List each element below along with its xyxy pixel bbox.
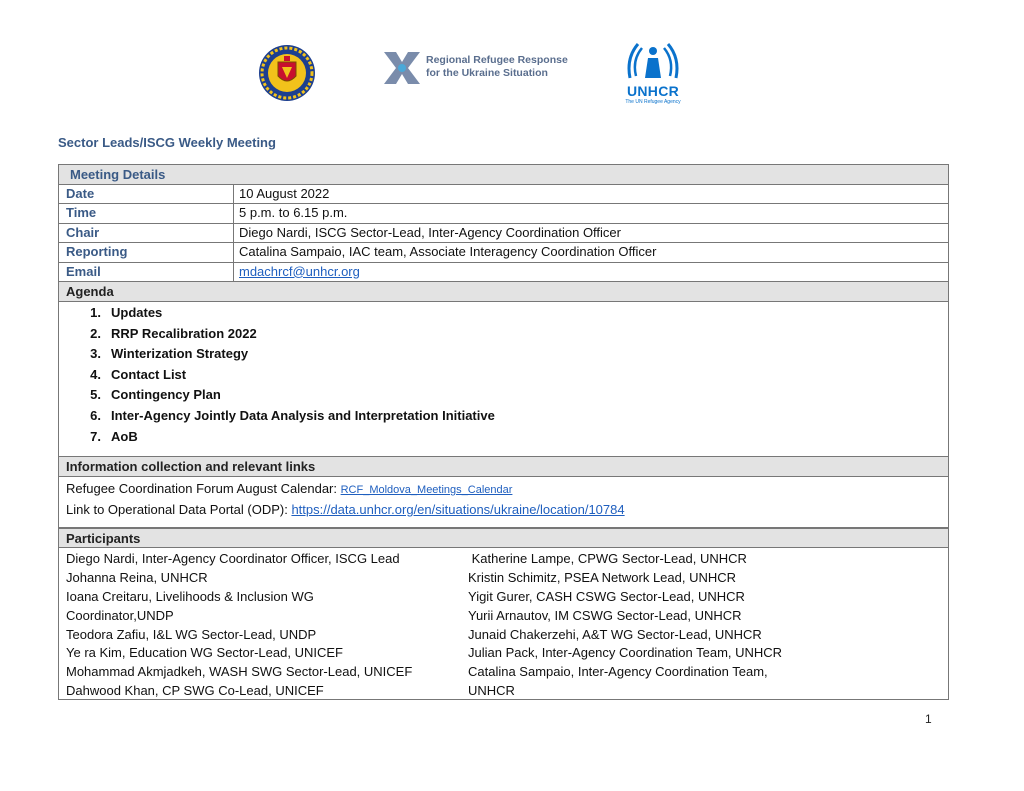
participants-right-column: [468, 550, 938, 701]
list-item: Ye ra Kim, Education WG Sector-Lead, UNICEF: [66, 645, 343, 661]
agenda-text: Contact List: [111, 366, 187, 382]
agenda-number: 7.: [90, 428, 101, 444]
list-item: [59, 344, 948, 365]
detail-label: Reporting: [59, 243, 234, 261]
agenda-text: Contingency Plan: [111, 387, 221, 403]
list-item: Yurii Arnautov, IM CSWG Sector-Lead, UNHCR: [468, 607, 742, 623]
participants-list: [59, 548, 948, 699]
list-item: Coordinator,UNDP: [66, 607, 174, 623]
detail-row-date: [59, 185, 948, 204]
agenda-number: 2.: [90, 325, 101, 341]
list-item: Dahwood Khan, CP SWG Co-Lead, UNICEF: [66, 683, 324, 699]
agenda-text: Winterization Strategy: [111, 346, 249, 362]
list-item: UNHCR: [468, 683, 515, 699]
list-item: [59, 385, 948, 406]
odp-line: [66, 500, 948, 519]
participants-heading: Participants: [59, 528, 948, 548]
email-link[interactable]: mdachrcf@unhcr.org: [239, 263, 360, 279]
detail-value: Catalina Sampaio, IAC team, Associate Interagency Coordination Officer: [239, 244, 657, 260]
meeting-details-heading: Meeting Details: [59, 165, 948, 185]
calendar-label: Refugee Coordination Forum August Calendar:: [66, 480, 341, 496]
agenda-text: Inter-Agency Jointly Data Analysis and Interpretation Initiative: [111, 407, 495, 423]
list-item: [59, 406, 948, 427]
list-item: Catalina Sampaio, Inter-Agency Coordination Team,: [468, 664, 768, 680]
list-item: Junaid Chakerzehi, A&T WG Sector-Lead, UNHCR: [468, 626, 762, 642]
meeting-table: [58, 164, 949, 700]
agenda-text: AoB: [111, 428, 138, 444]
calendar-line: [66, 479, 948, 500]
detail-label: Time: [59, 204, 234, 222]
list-item: Diego Nardi, Inter-Agency Coordinator Officer, ISCG Lead: [66, 550, 400, 566]
list-item: [59, 365, 948, 386]
list-item: Ioana Creitaru, Livelihoods & Inclusion WG: [66, 588, 314, 604]
agenda-number: 3.: [90, 346, 101, 362]
agenda-number: 6.: [90, 407, 101, 423]
rrp-line-2: for the Ukraine Situation: [426, 67, 548, 79]
list-item: Johanna Reina, UNHCR: [66, 569, 208, 585]
detail-value: 5 p.m. to 6.15 p.m.: [239, 205, 348, 221]
list-item: Yigit Gurer, CASH CSWG Sector-Lead, UNHCR: [468, 588, 745, 604]
detail-value: Diego Nardi, ISCG Sector-Lead, Inter-Agency Coordination Officer: [239, 224, 621, 240]
list-item: [59, 427, 948, 448]
odp-link[interactable]: https://data.unhcr.org/en/situations/ukraine/location/10784: [291, 501, 625, 517]
unhcr-tagline: The UN Refugee Agency: [625, 99, 681, 105]
detail-label: Chair: [59, 224, 234, 242]
list-item: Julian Pack, Inter-Agency Coordination Team, UNHCR: [468, 645, 783, 661]
list-item: Teodora Zafiu, I&L WG Sector-Lead, UNDP: [66, 626, 317, 642]
agenda-number: 4.: [90, 366, 101, 382]
detail-row-chair: [59, 224, 948, 243]
info-heading: Information collection and relevant links: [59, 457, 948, 477]
agenda-heading: Agenda: [59, 282, 948, 302]
detail-row-email: [59, 263, 948, 282]
agenda-number: 5.: [90, 387, 101, 403]
unhcr-hands-icon: [618, 38, 688, 84]
header-logos: [0, 38, 1024, 110]
calendar-link[interactable]: RCF_Moldova_Meetings_Calendar: [340, 483, 513, 496]
detail-row-time: [59, 204, 948, 223]
list-item: Mohammad Akmjadkeh, WASH SWG Sector-Lead, UNICEF: [66, 664, 413, 680]
agenda-list: [59, 302, 948, 457]
participants-left-column: [66, 550, 456, 701]
detail-row-reporting: [59, 243, 948, 262]
document-title: Sector Leads/ISCG Weekly Meeting: [58, 135, 276, 150]
agenda-text: Updates: [111, 304, 163, 320]
list-item: Kristin Schimitz, PSEA Network Lead, UNHCR: [468, 569, 737, 585]
list-item: [59, 303, 948, 324]
detail-label: Date: [59, 185, 234, 203]
unhcr-logo: [618, 38, 688, 108]
list-item: [59, 324, 948, 345]
odp-label: Link to Operational Data Portal (ODP):: [66, 501, 292, 517]
rrp-ukraine-logo: [380, 46, 570, 92]
rrp-x-icon: [380, 46, 424, 90]
rrp-line-1: Regional Refugee Response: [426, 54, 568, 66]
agenda-text: RRP Recalibration 2022: [111, 325, 257, 341]
info-links: [59, 477, 948, 528]
moldova-coat-of-arms-icon: [258, 40, 316, 106]
agenda-number: 1.: [90, 304, 101, 320]
list-item: Katherine Lampe, CPWG Sector-Lead, UNHCR: [468, 550, 747, 566]
page-number: 1: [925, 712, 932, 726]
unhcr-wordmark: UNHCR: [626, 83, 680, 99]
detail-label: Email: [59, 263, 234, 281]
detail-value: 10 August 2022: [239, 186, 330, 201]
